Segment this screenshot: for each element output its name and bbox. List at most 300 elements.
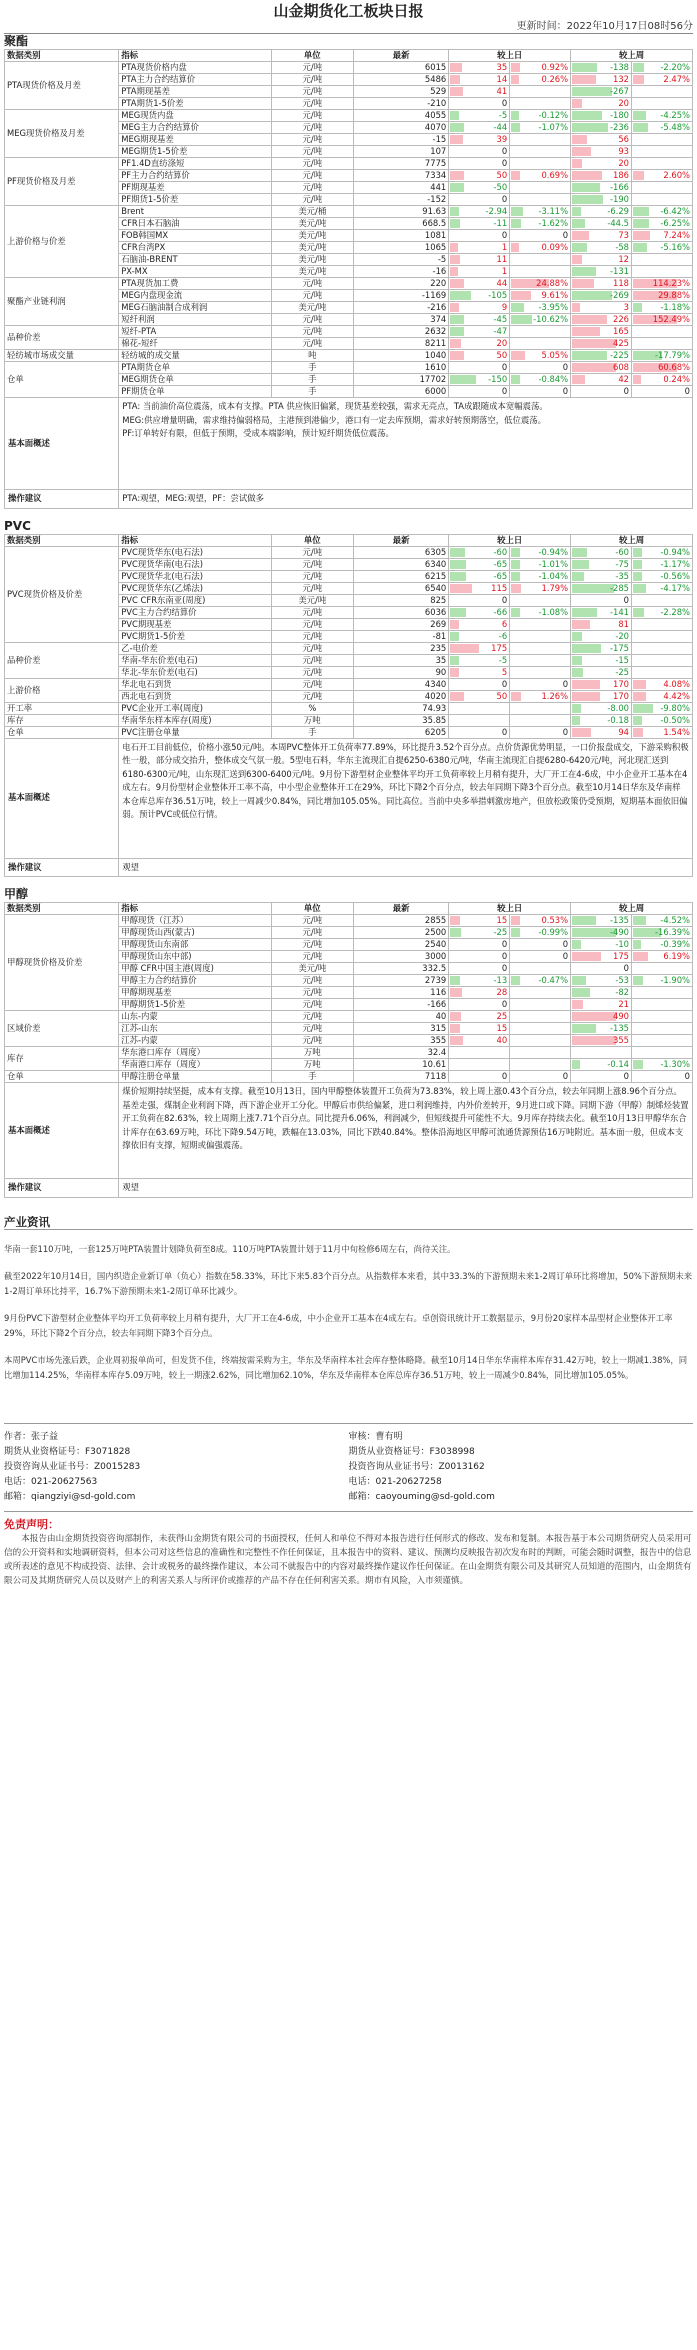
week-change-cell: [571, 170, 632, 182]
week-change-cell: [632, 242, 693, 254]
day-change-cell: [510, 158, 571, 170]
unit-cell: 元/吨: [271, 62, 354, 74]
change-value: 0.09%: [541, 242, 569, 252]
change-value: -3.95%: [538, 302, 569, 312]
change-value: -6.25%: [660, 218, 690, 228]
week-change-cell: [632, 606, 693, 618]
change-value: 41: [496, 86, 508, 96]
day-change-cell: [510, 110, 571, 122]
latest-cell: -210: [354, 98, 449, 110]
category-cell: 仓单: [5, 1071, 119, 1083]
change-value: -1.18%: [660, 302, 690, 312]
week-change-cell: [632, 1047, 693, 1059]
week-change-cell: [632, 266, 693, 278]
unit-cell: 元/吨: [271, 975, 354, 987]
change-value: 50: [496, 170, 508, 180]
col-header-prev-week: 较上周: [571, 903, 693, 915]
indicator-cell: 江苏-内蒙: [119, 1035, 271, 1047]
unit-cell: 元/吨: [271, 326, 354, 338]
change-value: -175: [609, 642, 629, 653]
advice-label: 操作建议: [5, 490, 119, 509]
change-value: 73: [618, 230, 629, 240]
indicator-cell: PVC现货华南(电石法): [119, 558, 271, 570]
reviewer-line: 邮箱：caoyouming@sd-gold.com: [348, 1491, 495, 1502]
change-value: 0: [501, 999, 508, 1009]
unit-cell: 元/吨: [271, 86, 354, 98]
indicator-cell: 甲醇现货（江苏）: [119, 915, 271, 927]
latest-cell: -166: [354, 999, 449, 1011]
day-change-cell: [449, 726, 510, 738]
category-cell: 仓单: [5, 362, 119, 398]
change-value: 15: [496, 915, 508, 925]
week-change-cell: [571, 182, 632, 194]
change-value: 7.24%: [663, 230, 690, 240]
change-value: 170: [613, 690, 629, 701]
day-change-cell: [449, 642, 510, 654]
unit-cell: 元/吨: [271, 338, 354, 350]
change-value: 0: [623, 386, 629, 396]
week-change-cell: [571, 266, 632, 278]
day-change-cell: [449, 630, 510, 642]
week-change-cell: [632, 618, 693, 630]
change-value: 165: [613, 326, 629, 336]
day-change-cell: [449, 326, 510, 338]
week-change-cell: [571, 939, 632, 951]
change-value: -50: [493, 182, 508, 192]
day-change-cell: [449, 278, 510, 290]
change-value: 0: [684, 1071, 690, 1081]
indicator-cell: PVC期货1-5价差: [119, 630, 271, 642]
day-change-cell: [510, 326, 571, 338]
authors-block: [4, 1423, 693, 1505]
indicator-cell: PTA现货价格内盘: [119, 62, 271, 74]
change-value: 186: [613, 170, 629, 180]
table-row: [5, 702, 693, 714]
category-cell: PVC现货价格及价差: [5, 546, 119, 642]
table-row: [5, 206, 693, 218]
change-value: 0: [562, 1071, 569, 1081]
day-change-cell: [449, 678, 510, 690]
change-value: 0: [501, 158, 508, 168]
change-value: 0.24%: [663, 374, 690, 384]
week-change-cell: [632, 206, 693, 218]
indicator-cell: 短纤-PTA: [119, 326, 271, 338]
change-value: 50: [496, 350, 508, 360]
day-change-cell: [510, 702, 571, 714]
week-change-cell: [632, 110, 693, 122]
indicator-cell: MEG期现基差: [119, 134, 271, 146]
summary-label: 基本面概述: [5, 1083, 119, 1179]
day-change-cell: [449, 558, 510, 570]
data-table: [4, 534, 693, 878]
day-change-cell: [449, 654, 510, 666]
change-value: -8.00: [607, 702, 629, 713]
change-value: 20: [618, 98, 629, 108]
indicator-cell: CFR日本石脑油: [119, 218, 271, 230]
change-value: -44: [493, 122, 508, 132]
week-change-cell: [571, 98, 632, 110]
week-change-cell: [571, 999, 632, 1011]
change-value: -138: [609, 62, 629, 72]
change-value: 0: [501, 194, 508, 204]
day-change-cell: [510, 1071, 571, 1083]
day-change-cell: [510, 254, 571, 266]
unit-cell: 元/吨: [271, 98, 354, 110]
change-value: 35: [496, 62, 508, 72]
day-change-cell: [449, 606, 510, 618]
change-value: -10.62%: [533, 314, 569, 324]
day-change-cell: [449, 62, 510, 74]
unit-cell: 元/吨: [271, 194, 354, 206]
week-change-cell: [632, 230, 693, 242]
change-value: -269: [609, 290, 629, 300]
change-value: -2.20%: [660, 62, 690, 72]
indicator-cell: 华南-华东价差(电石): [119, 654, 271, 666]
indicator-cell: 甲醇现货山东南部: [119, 939, 271, 951]
change-value: 40: [496, 1035, 508, 1045]
change-value: -4.52%: [660, 915, 690, 925]
latest-cell: 374: [354, 314, 449, 326]
day-change-cell: [510, 1059, 571, 1071]
week-change-cell: [571, 206, 632, 218]
latest-cell: 269: [354, 618, 449, 630]
day-change-cell: [449, 546, 510, 558]
day-change-cell: [510, 1023, 571, 1035]
unit-cell: 元/吨: [271, 122, 354, 134]
reviewer-line: 期货从业资格证号：F3038998: [348, 1446, 475, 1457]
week-change-cell: [632, 690, 693, 702]
author-line: 电话：021-20627563: [4, 1476, 98, 1487]
change-value: -105: [488, 290, 508, 300]
change-value: 0: [501, 362, 508, 372]
indicator-cell: FOB韩国MX: [119, 230, 271, 242]
week-change-cell: [571, 666, 632, 678]
change-value: -25: [615, 666, 629, 677]
week-change-cell: [632, 939, 693, 951]
change-value: 152.49%: [652, 314, 690, 324]
day-change-cell: [449, 242, 510, 254]
indicator-cell: CFR台湾PX: [119, 242, 271, 254]
day-change-cell: [510, 170, 571, 182]
day-change-cell: [449, 582, 510, 594]
category-cell: 甲醇现货价格及价差: [5, 915, 119, 1011]
unit-cell: 手: [271, 1071, 354, 1083]
week-change-cell: [632, 350, 693, 362]
change-value: 81: [618, 618, 629, 629]
reviewer-line: 审核：曹有明: [348, 1431, 403, 1442]
day-change-cell: [510, 666, 571, 678]
change-value: -45: [493, 314, 508, 324]
table-row: [5, 362, 693, 374]
latest-cell: 668.5: [354, 218, 449, 230]
week-change-cell: [632, 726, 693, 738]
indicator-cell: PVC企业开工率(周度): [119, 702, 271, 714]
week-change-cell: [571, 338, 632, 350]
indicator-cell: MEG现货内盘: [119, 110, 271, 122]
change-value: 0: [501, 963, 508, 973]
change-value: 114.23%: [652, 278, 690, 288]
indicator-cell: PTA主力合约结算价: [119, 74, 271, 86]
day-change-cell: [510, 582, 571, 594]
day-change-cell: [510, 999, 571, 1011]
unit-cell: 元/吨: [271, 582, 354, 594]
change-value: -5.16%: [660, 242, 690, 252]
indicator-cell: PTA现货加工费: [119, 278, 271, 290]
change-value: 9: [501, 302, 508, 312]
unit-cell: 元/吨: [271, 158, 354, 170]
category-cell: PTA现货价格及月差: [5, 62, 119, 110]
day-change-cell: [510, 690, 571, 702]
unit-cell: 元/吨: [271, 690, 354, 702]
change-value: 20: [496, 338, 508, 348]
latest-cell: 220: [354, 278, 449, 290]
day-change-cell: [449, 714, 510, 726]
change-value: 1: [501, 266, 508, 276]
week-change-cell: [632, 86, 693, 98]
change-value: 39: [496, 134, 508, 144]
week-change-cell: [571, 951, 632, 963]
week-change-cell: [571, 242, 632, 254]
day-change-cell: [510, 242, 571, 254]
day-change-cell: [449, 1023, 510, 1035]
indicator-cell: MEG主力合约结算价: [119, 122, 271, 134]
indicator-cell: PVC期现基差: [119, 618, 271, 630]
table-row: [5, 278, 693, 290]
week-change-cell: [632, 182, 693, 194]
change-value: 2.47%: [663, 74, 690, 84]
unit-cell: 万吨: [271, 714, 354, 726]
indicator-cell: PF期现基差: [119, 182, 271, 194]
week-change-cell: [571, 702, 632, 714]
day-change-cell: [449, 374, 510, 386]
change-value: -65: [493, 558, 508, 569]
change-value: 11: [496, 254, 508, 264]
latest-cell: 355: [354, 1035, 449, 1047]
advice-label: 操作建议: [5, 858, 119, 877]
indicator-cell: 棉花-短纤: [119, 338, 271, 350]
change-value: 0: [501, 386, 508, 396]
category-cell: 库存: [5, 1047, 119, 1071]
unit-cell: 手: [271, 386, 354, 398]
change-value: 93: [618, 146, 629, 156]
latest-cell: 10.61: [354, 1059, 449, 1071]
change-value: -135: [609, 1023, 629, 1033]
change-value: 28: [496, 987, 508, 997]
change-value: 0.92%: [541, 62, 569, 72]
day-change-cell: [449, 927, 510, 939]
day-change-cell: [449, 314, 510, 326]
change-value: -285: [609, 582, 629, 593]
unit-cell: 元/吨: [271, 146, 354, 158]
week-change-cell: [571, 362, 632, 374]
change-value: 425: [613, 338, 629, 348]
unit-cell: 元/吨: [271, 999, 354, 1011]
week-change-cell: [632, 702, 693, 714]
col-header-unit: 单位: [271, 50, 354, 62]
latest-cell: 1065: [354, 242, 449, 254]
week-change-cell: [571, 987, 632, 999]
latest-cell: 35: [354, 654, 449, 666]
day-change-cell: [510, 927, 571, 939]
day-change-cell: [510, 278, 571, 290]
week-change-cell: [632, 987, 693, 999]
change-value: -58: [615, 242, 629, 252]
change-value: -180: [609, 110, 629, 120]
change-value: 2.60%: [663, 170, 690, 180]
latest-cell: 6205: [354, 726, 449, 738]
week-change-cell: [632, 642, 693, 654]
indicator-cell: 华北电石到货: [119, 678, 271, 690]
summary-label: 基本面概述: [5, 398, 119, 490]
change-value: 9.61%: [541, 290, 569, 300]
change-value: -131: [609, 266, 629, 276]
change-value: -0.39%: [660, 939, 690, 949]
change-value: 0: [501, 678, 508, 689]
week-change-cell: [632, 975, 693, 987]
latest-cell: 116: [354, 987, 449, 999]
day-change-cell: [449, 1071, 510, 1083]
week-change-cell: [632, 927, 693, 939]
change-value: -10: [615, 939, 629, 949]
table-row: [5, 110, 693, 122]
summary-row: [5, 1083, 693, 1179]
indicator-cell: PTA期货仓单: [119, 362, 271, 374]
week-change-cell: [571, 158, 632, 170]
change-value: 608: [613, 362, 629, 372]
unit-cell: 手: [271, 362, 354, 374]
change-value: 0: [623, 594, 629, 605]
week-change-cell: [632, 338, 693, 350]
update-time: 更新时间：2022年10月17日08时56分: [4, 20, 693, 34]
spacer: [4, 877, 693, 887]
indicator-cell: MEG内盘现金流: [119, 290, 271, 302]
unit-cell: 美元/吨: [271, 218, 354, 230]
change-value: 24.88%: [536, 278, 569, 288]
latest-cell: 91.63: [354, 206, 449, 218]
day-change-cell: [510, 338, 571, 350]
change-value: -60: [615, 546, 629, 557]
change-value: -2.94: [485, 206, 508, 216]
indicator-cell: PF期货仓单: [119, 386, 271, 398]
week-change-cell: [632, 558, 693, 570]
change-value: 0.26%: [541, 74, 569, 84]
change-value: -0.94%: [660, 546, 690, 557]
change-value: 3: [623, 302, 629, 312]
change-value: -17.79%: [655, 350, 690, 360]
week-change-cell: [571, 963, 632, 975]
week-change-cell: [632, 1035, 693, 1047]
day-change-cell: [510, 302, 571, 314]
latest-cell: 2632: [354, 326, 449, 338]
day-change-cell: [449, 134, 510, 146]
week-change-cell: [571, 726, 632, 738]
news-paragraph: 9月份PVC下游型材企业整体平均开工负荷率较上月稍有提升，大厂开工在4-6成，中小企业开工基本在4成左右。卓创资讯统计开工数据显示，9月份20家样本品型材企业整体开工率29%，环比下降2个百分点，较去年同期下降3个百分点。: [4, 1312, 673, 1338]
change-value: 0.53%: [541, 915, 569, 925]
col-header-cat: 数据类别: [5, 903, 119, 915]
week-change-cell: [571, 1011, 632, 1023]
day-change-cell: [449, 290, 510, 302]
week-change-cell: [571, 570, 632, 582]
latest-cell: 90: [354, 666, 449, 678]
section-title: 甲醇: [4, 887, 29, 901]
week-change-cell: [632, 374, 693, 386]
change-value: -1.17%: [660, 558, 690, 569]
unit-cell: 元/吨: [271, 915, 354, 927]
latest-cell: 32.4: [354, 1047, 449, 1059]
day-change-cell: [510, 975, 571, 987]
table-header: [5, 534, 693, 546]
indicator-cell: PF1.4D直纺涤短: [119, 158, 271, 170]
change-value: -4.17%: [660, 582, 690, 593]
week-change-cell: [632, 666, 693, 678]
disclaimer-text: 本报告由山金期货投资咨询部制作，未获得山金期货有限公司的书面授权，任何人和单位不得对本报告进行任何形式的修改、发布和复制。本报告基于本公司期货研究人员采用可信的公开资料和实地调研资料，但本公司对这些信息的准确性和完整性不作任何保证，且本报告中的资料、建议、预测均反映报告初次发布时的判断，可能会随时调整，报告中的信息或所表述的意见不构成投资、法律、会计或税务的最终操作建议，本公司不就报告中的内容对最终操作建议作任何保证。在山金期货有限公司及其研究人员知道的范围内，山金期货有限公司及其期货研究人员以及财产上的利害关系人与所评价或推荐的产品不存在任何利害关系。期市有风险，入市须谨慎。: [4, 1533, 692, 1586]
change-value: -0.14: [607, 1059, 629, 1069]
day-change-cell: [449, 1035, 510, 1047]
news-section: [4, 1214, 693, 1383]
week-change-cell: [571, 927, 632, 939]
week-change-cell: [571, 606, 632, 618]
latest-cell: 4020: [354, 690, 449, 702]
day-change-cell: [449, 158, 510, 170]
unit-cell: 元/吨: [271, 1035, 354, 1047]
change-value: 170: [613, 678, 629, 689]
week-change-cell: [571, 254, 632, 266]
unit-cell: 元/吨: [271, 939, 354, 951]
unit-cell: 元/吨: [271, 290, 354, 302]
change-value: -0.56%: [660, 570, 690, 581]
day-change-cell: [449, 86, 510, 98]
unit-cell: 美元/吨: [271, 230, 354, 242]
day-change-cell: [510, 606, 571, 618]
unit-cell: 元/吨: [271, 546, 354, 558]
indicator-cell: 江苏-山东: [119, 1023, 271, 1035]
change-value: -35: [615, 570, 629, 581]
change-value: 0: [562, 362, 569, 372]
day-change-cell: [510, 218, 571, 230]
change-value: -20: [615, 630, 629, 641]
day-change-cell: [449, 1011, 510, 1023]
week-change-cell: [571, 654, 632, 666]
reviewer-line: 电话：021-20627258: [348, 1476, 442, 1487]
change-value: -60: [493, 546, 508, 557]
unit-cell: 美元/吨: [271, 302, 354, 314]
latest-cell: -1169: [354, 290, 449, 302]
change-value: -0.12%: [538, 110, 569, 120]
change-value: 12: [618, 254, 629, 264]
day-change-cell: [449, 146, 510, 158]
week-change-cell: [632, 654, 693, 666]
day-change-cell: [510, 290, 571, 302]
day-change-cell: [510, 266, 571, 278]
category-cell: MEG现货价格及月差: [5, 110, 119, 158]
day-change-cell: [449, 386, 510, 398]
indicator-cell: 华北-华东价差(电石): [119, 666, 271, 678]
latest-cell: 6215: [354, 570, 449, 582]
day-change-cell: [510, 362, 571, 374]
change-value: -6: [498, 630, 508, 641]
week-change-cell: [571, 582, 632, 594]
unit-cell: 元/吨: [271, 927, 354, 939]
latest-cell: -5: [354, 254, 449, 266]
latest-cell: 4340: [354, 678, 449, 690]
unit-cell: 元/吨: [271, 558, 354, 570]
change-value: -47: [493, 326, 508, 336]
category-cell: 区域价差: [5, 1011, 119, 1047]
week-change-cell: [571, 134, 632, 146]
day-change-cell: [510, 1035, 571, 1047]
unit-cell: 元/吨: [271, 951, 354, 963]
unit-cell: 元/吨: [271, 570, 354, 582]
